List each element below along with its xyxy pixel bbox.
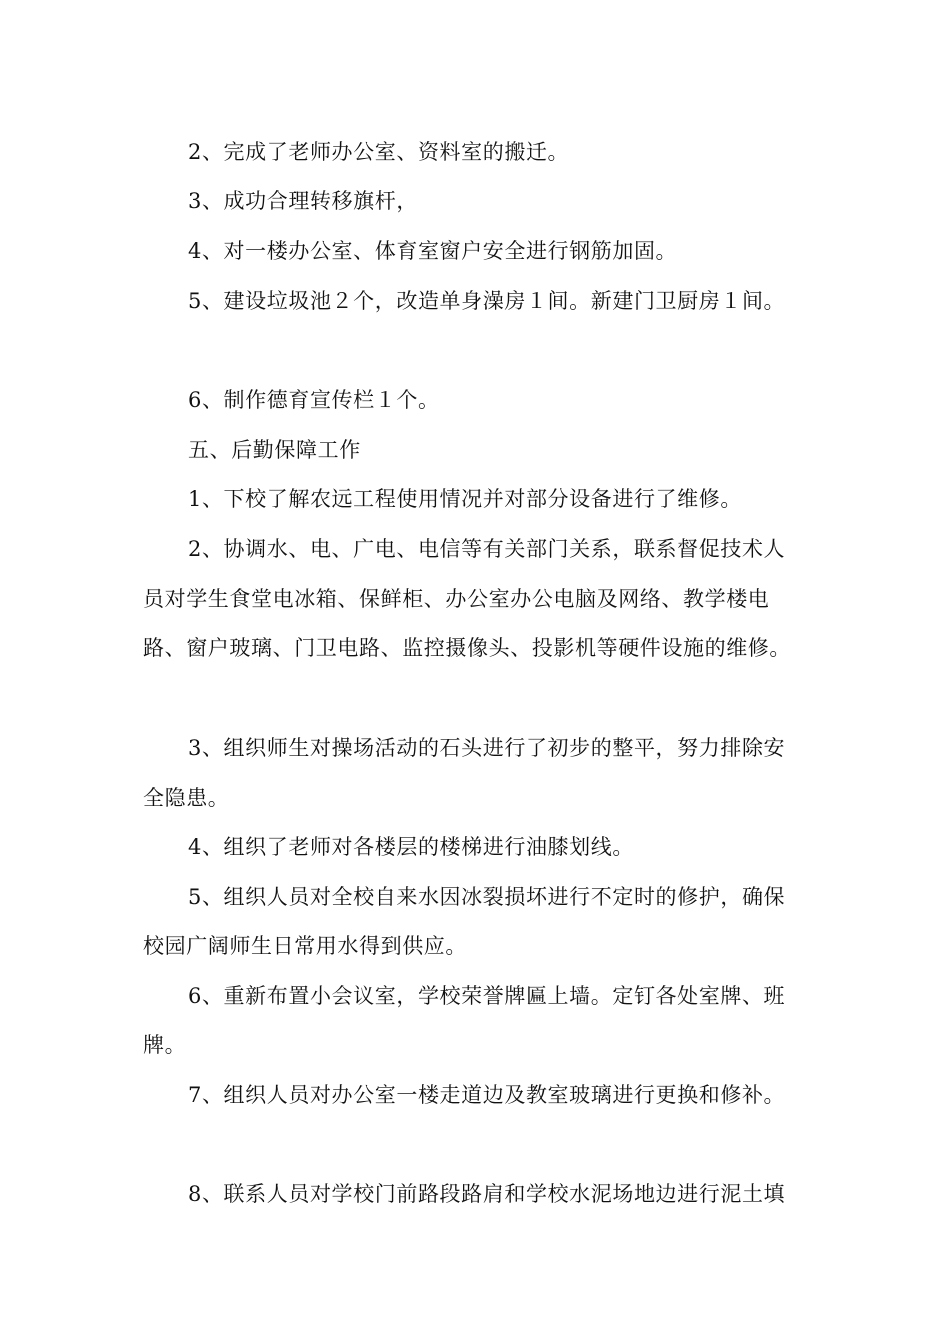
paragraph-line: 8、联系人员对学校门前路段路肩和学校水泥场地边进行泥土填 [188,1182,786,1206]
paragraph-line: 牌。 [143,1033,187,1057]
paragraph-line: 1、下校了解农远工程使用情况并对部分设备进行了维修。 [188,487,742,511]
paragraph-line: 2、完成了老师办公室、资料室的搬迁。 [188,140,570,164]
paragraph-line: 5、组织人员对全校自来水因冰裂损坏进行不定时的修护，确保 [188,885,786,909]
paragraph-line: 员对学生食堂电冰箱、保鲜柜、办公室办公电脑及网络、教学楼电 [143,587,770,611]
paragraph-line: 全隐患。 [143,786,230,810]
paragraph-line: 4、对一楼办公室、体育室窗户安全进行钢筋加固。 [188,239,678,263]
paragraph-line: 4、组织了老师对各楼层的楼梯进行油膝划线。 [188,835,634,859]
paragraph-line: 7、组织人员对办公室一楼走道边及教室玻璃进行更换和修补。 [188,1083,786,1107]
paragraph-line: 2、协调水、电、广电、电信等有关部门关系，联系督促技术人 [188,537,786,561]
paragraph-line: 3、组织师生对操场活动的石头进行了初步的整平，努力排除安 [188,736,786,760]
section-heading: 五、后勤保障工作 [188,438,361,462]
paragraph-line: 5、建设垃圾池２个，改造单身澡房１间。新建门卫厨房１间。 [188,289,786,313]
paragraph-line: 校园广阔师生日常用水得到供应。 [143,934,467,958]
paragraph-line: 路、窗户玻璃、门卫电路、监控摄像头、投影机等硬件设施的维修。 [143,636,791,660]
paragraph-line: 6、重新布置小会议室，学校荣誉牌匾上墙。定钉各处室牌、班 [188,984,786,1008]
paragraph-line: 3、成功合理转移旗杆， [188,189,418,213]
paragraph-line: 6、制作德育宣传栏１个。 [188,388,440,412]
